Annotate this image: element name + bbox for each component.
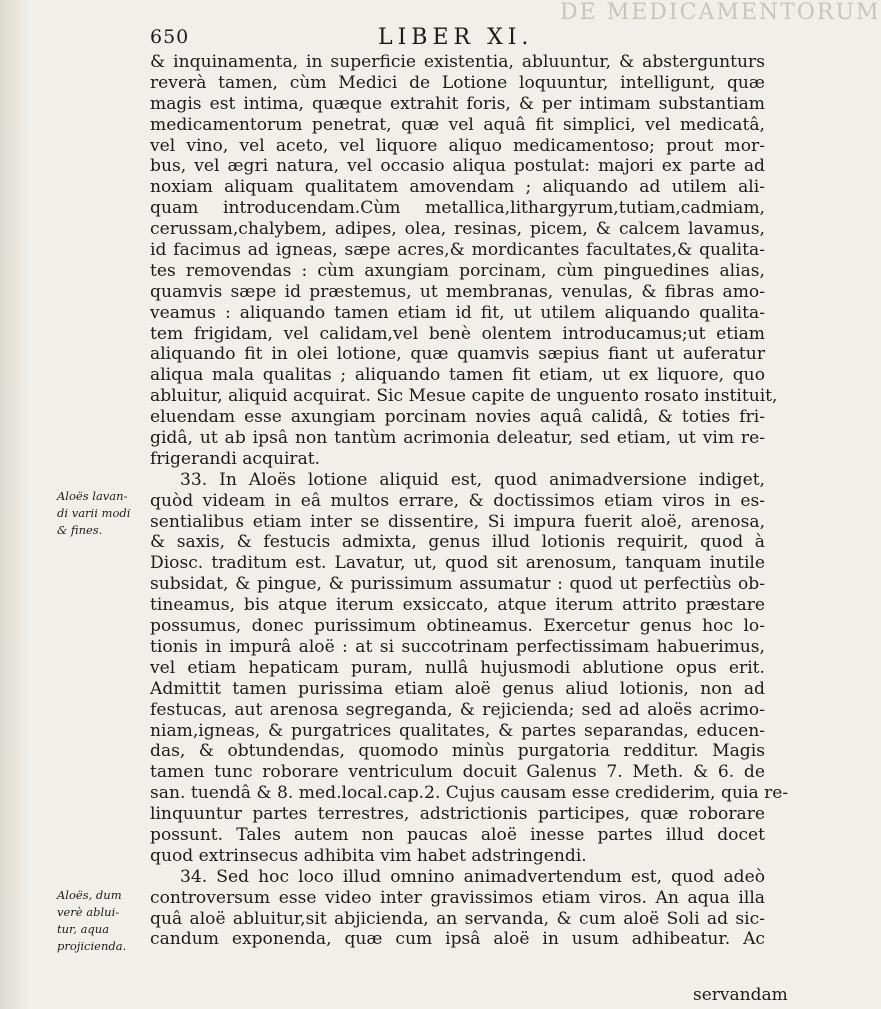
running-head: LIBER XI. xyxy=(378,25,534,50)
text-line: cerussam,chalybem, adipes, olea, resinas, picem, & calcem lavamus, xyxy=(150,219,765,240)
margin-note-line: Aloës lavan- xyxy=(57,489,128,503)
margin-note-line: verè ablui- xyxy=(57,905,120,919)
text-line: das, & obtundendas, quomodo minùs purgatoria redditur. Magis xyxy=(150,741,765,762)
text-line: medicamentorum penetrat, quæ vel aquâ fit simplici, vel medicatâ, xyxy=(150,114,765,135)
margin-note-line: tur, aqua xyxy=(57,922,110,936)
text-line: niam,igneas, & purgatrices qualitates, & partes separandas, educen- xyxy=(150,720,765,741)
text-line: vel vino, vel aceto, vel liquore aliquo medicamentoso; prout mor- xyxy=(150,135,765,156)
text-line: 34. Sed hoc loco illud omnino animadvertendum est, quod adeò xyxy=(180,866,765,887)
margin-note-line: Aloës, dum xyxy=(57,888,122,902)
margin-note-aloes-washing xyxy=(57,488,149,539)
text-line: quamvis sæpe id præstemus, ut membranas, venulas, & fibras amo- xyxy=(150,281,765,302)
text-line: sentialibus etiam inter se dissentire, Si impura fuerit aloë, arenosa, xyxy=(150,511,765,532)
margin-note-aloes-water xyxy=(57,887,149,955)
text-line: linquuntur partes terrestres, adstrictionis participes, quæ roborare xyxy=(150,804,765,825)
text-line: & saxis, & festucis admixta, genus illud lotionis requirit, quod à xyxy=(150,532,765,553)
text-line: quod extrinsecus adhibita vim habet adstringendi. xyxy=(150,845,587,866)
text-line: bus, vel ægri natura, vel occasio aliqua postulat: majori ex parte ad xyxy=(150,156,765,177)
catchword: servandam xyxy=(693,985,788,1005)
text-line: tes removendas : cùm axungiam porcinam, cùm pinguedines alias, xyxy=(150,260,765,281)
text-line: 33. In Aloës lotione aliquid est, quod animadversione indiget, xyxy=(180,469,765,490)
text-line: tamen tunc roborare ventriculum docuit Galenus 7. Meth. & 6. de xyxy=(150,762,765,783)
page-header xyxy=(150,26,710,54)
text-line: gidâ, ut ab ipsâ non tantùm acrimonia deleatur, sed etiam, ut vim re- xyxy=(150,428,765,449)
text-line: noxiam aliquam qualitatem amovendam ; aliquando ad utilem ali- xyxy=(150,177,765,198)
text-line: san. tuendâ & 8. med.local.cap.2. Cujus causam esse crediderim, quia re- xyxy=(150,783,789,804)
margin-note-line: di varii modi xyxy=(57,506,131,520)
text-line: festucas, aut arenosa segreganda, & rejicienda; sed ad aloës acrimo- xyxy=(150,699,765,720)
margin-note-line: & fines. xyxy=(57,523,103,537)
text-line: possumus, donec purissimum obtineamus. Exercetur genus hoc lo- xyxy=(150,616,765,637)
text-line: tionis in impurâ aloë : at si succotrinam perfectissimam habuerimus, xyxy=(150,636,765,657)
text-line: tem frigidam, vel calidam,vel benè olentem introducamus;ut etiam xyxy=(150,323,765,344)
text-line: aliqua mala qualitas ; aliquando tamen fit etiam, ut ex liquore, quo xyxy=(150,365,765,386)
text-line: subsidat, & pingue, & purissimum assumatur : quod ut perfectiùs ob- xyxy=(150,574,765,595)
text-line: reverà tamen, cùm Medici de Lotione loquuntur, intelligunt, quæ xyxy=(150,72,765,93)
margin-note-line: projicienda. xyxy=(57,939,127,953)
bleed-through-text: DE MEDICAMENTORUM xyxy=(560,0,881,25)
text-line: & inquinamenta, in superficie existentia, abluuntur, & abstergunturs xyxy=(150,52,765,72)
text-line: vel etiam hepaticam puram, nullâ hujusmodi ablutione opus erit. xyxy=(150,657,765,678)
text-line: eluendam esse axungiam porcinam novies aquâ calidâ, & toties fri- xyxy=(150,407,765,428)
page-number: 650 xyxy=(150,26,190,48)
text-line: Diosc. traditum est. Lavatur, ut, quod sit arenosum, tanquam inutile xyxy=(150,553,765,574)
text-line: controversum esse video inter gravissimos etiam viros. An aqua illa xyxy=(150,887,765,908)
text-line: quâ aloë abluitur,sit abjicienda, an servanda, & cum aloë Soli ad sic- xyxy=(150,908,765,929)
text-line: Admittit tamen purissima etiam aloë genus aliud lotionis, non ad xyxy=(150,678,765,699)
text-line: tineamus, bis atque iterum exsiccato, atque iterum attrito præstare xyxy=(150,595,765,616)
text-line: aliquando fit in olei lotione, quæ quamvis sæpius fiant ut auferatur xyxy=(150,344,765,365)
page-gutter-shadow xyxy=(0,0,30,1009)
text-line: id facimus ad igneas, sæpe acres,& mordicantes facultates,& qualita- xyxy=(150,240,765,261)
text-line: possunt. Tales autem non paucas aloë inesse partes illud docet xyxy=(150,824,765,845)
text-line: veamus : aliquando tamen etiam id fit, ut utilem aliquando qualita- xyxy=(150,302,765,323)
text-line: quam introducendam.Cùm metallica,lithargyrum,tutiam,cadmiam, xyxy=(150,198,765,219)
text-line: candum exponenda, quæ cum ipsâ aloë in usum adhibeatur. Ac xyxy=(150,929,765,950)
text-line: frigerandi acquirat. xyxy=(150,448,321,469)
text-line: abluitur, aliquid acquirat. Sic Mesue capite de unguento rosato instituit, xyxy=(150,386,778,407)
text-line: quòd videam in eâ multos errare, & doctissimos etiam viros in es- xyxy=(150,490,765,511)
text-line: magis est intima, quæque extrahit foris, & per intimam substantiam xyxy=(150,93,765,114)
body-text xyxy=(150,52,789,950)
